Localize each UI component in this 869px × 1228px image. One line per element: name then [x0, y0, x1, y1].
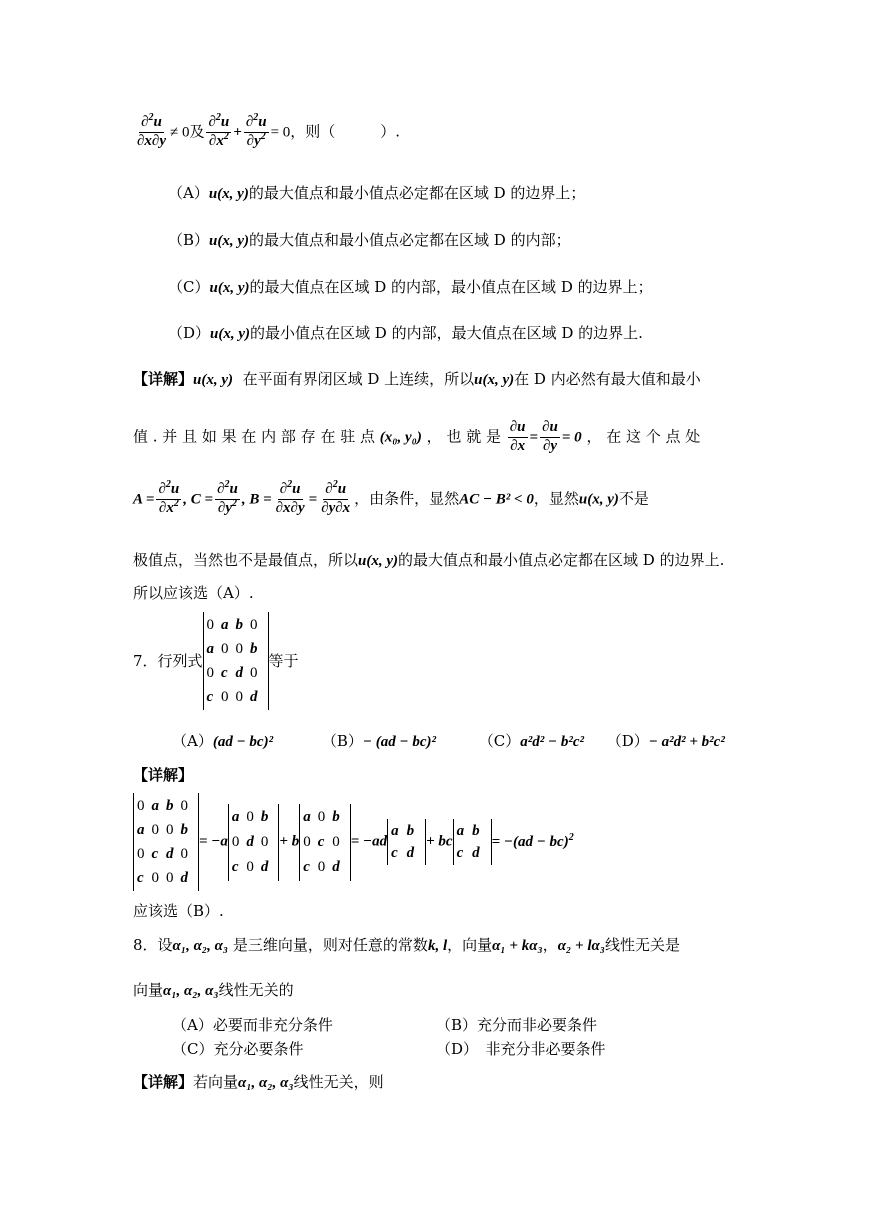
q7-question-line: 7．行列式 0 a b 0 a 0 0 b 0 c d 0 c 0 0 d 等于: [133, 612, 299, 710]
q6-condition-line: $\frac{\partial^2u}{\partial x\partial y}$ ≠ 0及 $\frac{\partial^2u}{\partial x^2}$ + $\frac{\partial^2u}{\partial y^2}$ = 0，则（ ）.: [137, 112, 401, 149]
q8-option-c: （C）充分必要条件: [172, 1040, 304, 1058]
q6-detail-line-2: 值 . 并 且 如 果 在 内 部 存 在 驻 点 (x₀, y₀) ， 也 就 是 $\frac{\partial u}{\partial x}$ = $\frac{\partial u}{\partial y}$ = 0 ， 在 这 个 点 处: [133, 419, 701, 454]
q8-question-line-2: 向量α₁, α₂, α₃线性无关的: [133, 981, 294, 999]
q6-detail-line-1: 【详解】u(x, y) 在平面有界闭区域 D 上连续，所以u(x, y)在 D 内必然有最大值和最小: [133, 370, 701, 388]
q6-detail-line-3: A = $\frac{\partial^2u}{\partial x^2}$ , C = $\frac{\partial^2u}{\partial y^2}$ , B = $\frac{\partial^2u}{\partial x\partial y}$ = $\frac{\partial^2u}{\partial y\partial x}$ ，由条件，显然AC − B² < 0，显然u(x, y)不是: [133, 479, 649, 516]
q8-question-line-1: 8．设α₁, α₂, α₃ 是三维向量，则对任意的常数k, l，向量α₁ + kα₃，α₂ + lα₃线性无关是: [133, 936, 681, 954]
q7-detail-label: 【详解】: [133, 766, 194, 784]
q8-option-a: （A）必要而非充分条件: [172, 1016, 333, 1034]
q7-options: （A）(ad − bc)² （B）− (ad − bc)² （C）a²d² − b²c² （D）− a²d² + b²c²: [172, 732, 725, 750]
q6-option-a: （A）u(x, y)的最大值点和最小值点必定都在区域 D 的边界上；: [168, 184, 586, 202]
q8-option-b: （B）充分而非必要条件: [436, 1016, 598, 1034]
uy-fraction: $\frac{\partial u}{\partial y}$: [542, 419, 558, 454]
uyy-fraction: $\frac{\partial^2u}{\partial y^2}$: [245, 112, 267, 149]
q6-detail-line-4: 极值点，当然也不是最值点，所以u(x, y)的最大值点和最小值点必定都在区域 D 的边界上.: [133, 551, 725, 569]
q6-option-d: （D）u(x, y)的最小值点在区域 D 的内部，最大值点在区域 D 的边界上.: [168, 324, 643, 342]
q8-option-d: （D） 非充分非必要条件: [436, 1040, 606, 1058]
uxx-fraction: $\frac{\partial^2u}{\partial x^2}$: [208, 112, 230, 149]
determinant-4x4: 0 a b 0 a 0 0 b 0 c d 0 c 0 0 d: [203, 612, 269, 710]
mixed-partial-fraction: $\frac{\partial^2u}{\partial x\partial y}$: [137, 112, 166, 149]
q8-detail-line: 【详解】若向量α₁, α₂, α₃线性无关，则: [133, 1073, 384, 1091]
q6-answer: 所以应该选（A）.: [133, 584, 254, 602]
ux-fraction: $\frac{\partial u}{\partial x}$: [509, 419, 526, 454]
q7-answer: 应该选（B）.: [133, 902, 224, 920]
q7-expansion: 0 a b 0 a 0 0 b 0 c d 0 c 0 0 d = −a a 0 b 0 d 0 c 0 d + b a 0 b 0 c 0 c 0 d = −ad a b c d + bc a b c d = −(ad − bc)$^2$: [133, 793, 574, 891]
q6-option-b: （B）u(x, y)的最大值点和最小值点必定都在区域 D 的内部；: [168, 231, 571, 249]
q6-option-c: （C）u(x, y)的最大值点在区域 D 的内部，最小值点在区域 D 的边界上；: [168, 278, 653, 296]
